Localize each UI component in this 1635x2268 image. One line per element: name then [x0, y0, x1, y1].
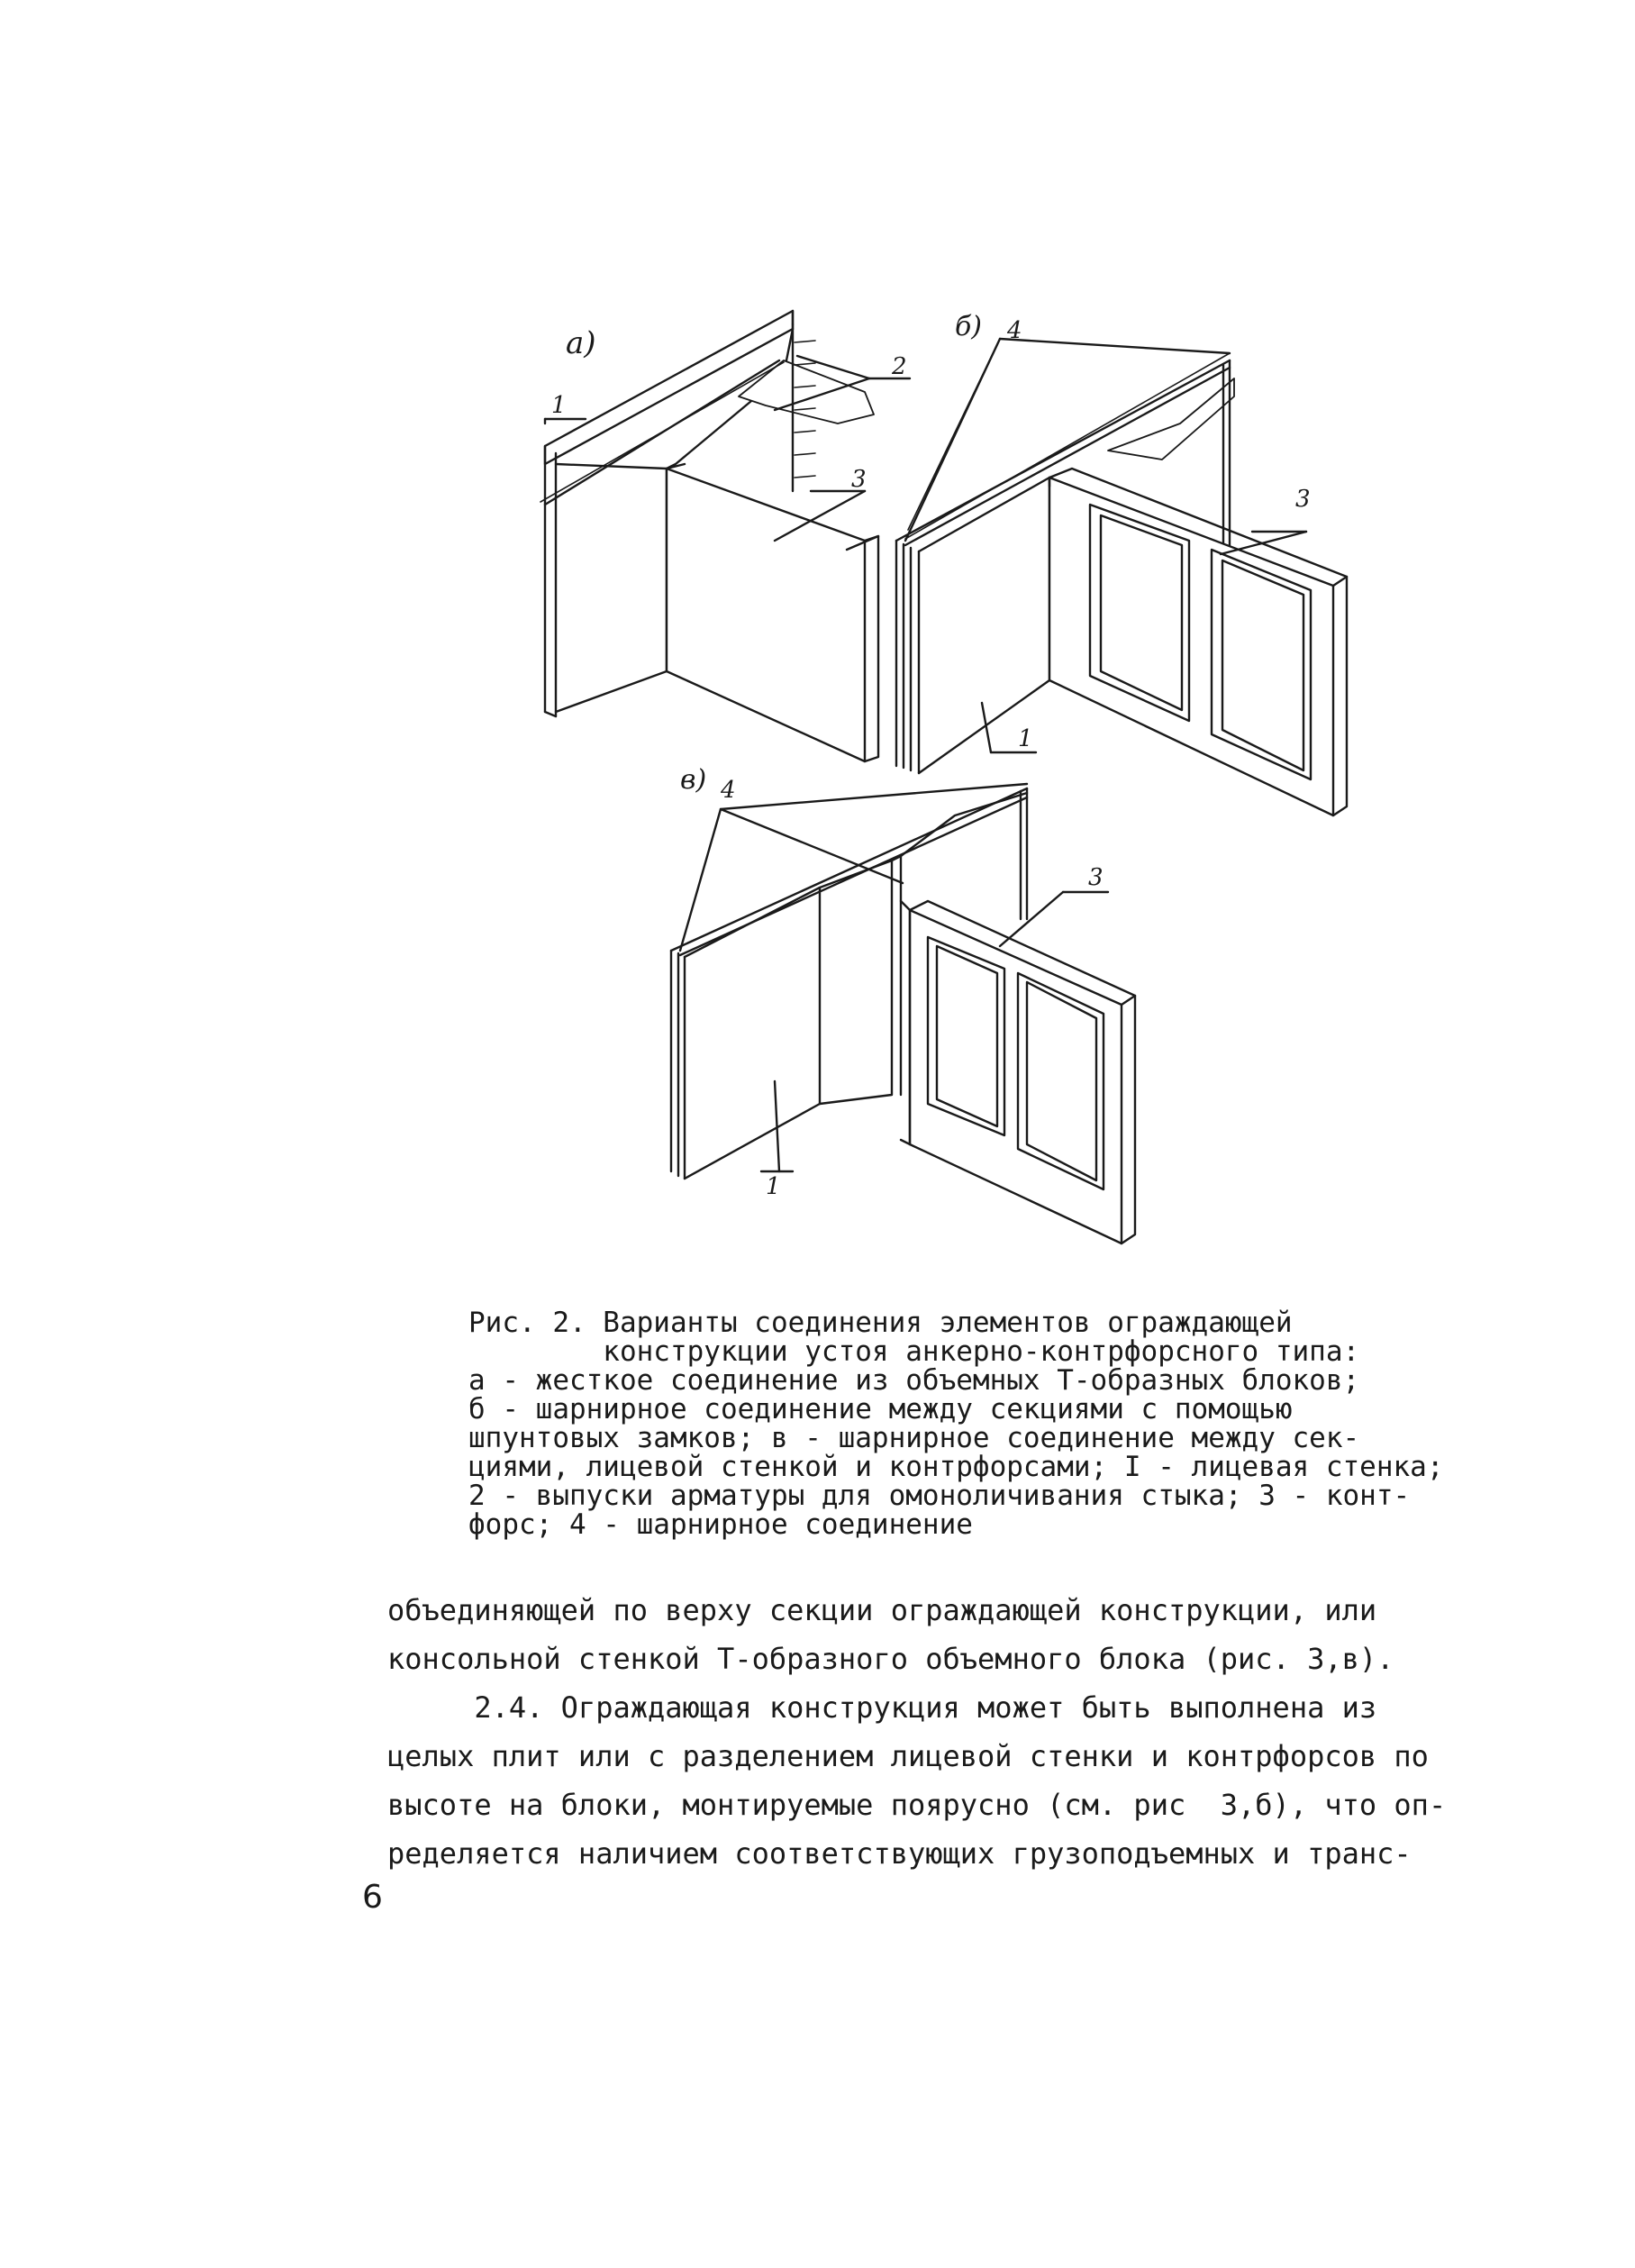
- body-line: целых плит или с разделением лицевой стенки и контрфорсов по: [387, 1739, 1429, 1773]
- caption-line: Рис. 2. Варианты соединения элементов ограждающей: [468, 1307, 1293, 1339]
- page-number: 6: [362, 1879, 383, 1916]
- panel-a-drawing: [540, 311, 910, 761]
- body-line: консольной стенкой Т-образного объемного блока (рис. 3,в).: [387, 1642, 1394, 1676]
- panel-b-letter: б): [955, 311, 983, 342]
- panel-v-letter: в): [680, 764, 707, 796]
- panel-v-label-1: 1: [766, 1173, 781, 1200]
- body-line: ределяется наличием соответствующих грузоподъемных и транс-: [387, 1836, 1412, 1871]
- body-line: 2.4. Ограждающая конструкция может быть выполнена из: [387, 1690, 1377, 1725]
- panel-v-drawing: [671, 784, 1135, 1243]
- panel-a-label-1: 1: [551, 392, 567, 419]
- caption-line: циями, лицевой стенкой и контрфорсами; I - лицевая стенка;: [468, 1451, 1444, 1483]
- caption-line: форс; 4 - шарнирное соединение: [468, 1508, 973, 1541]
- body-line: объединяющей по верху секции ограждающей конструкции, или: [387, 1593, 1377, 1627]
- panel-a-label-3: 3: [851, 466, 867, 493]
- panel-a-letter: а): [566, 325, 596, 361]
- figure-caption: [468, 1308, 1477, 1539]
- panel-b-label-3: 3: [1295, 486, 1311, 513]
- panel-b-drawing: [896, 339, 1347, 815]
- caption-line: конструкции устоя анкерно-контрфорсного типа:: [468, 1335, 1360, 1368]
- caption-line: а - жесткое соединение из объемных Т-образных блоков;: [468, 1364, 1360, 1397]
- panel-a-label-2: 2: [892, 353, 907, 380]
- caption-line: 2 - выпуски арматуры для омоноличивания стыка; 3 - конт-: [468, 1480, 1411, 1512]
- panel-v-label-3: 3: [1088, 864, 1104, 891]
- panel-b-label-1: 1: [1018, 725, 1033, 752]
- panel-b-label-4: 4: [1007, 317, 1022, 344]
- caption-line: б - шарнирное соединение между секциями с помощью: [468, 1393, 1293, 1425]
- body-paragraph: [387, 1586, 1522, 1878]
- panel-v-label-4: 4: [721, 777, 736, 804]
- caption-line: шпунтовых замков; в - шарнирное соединение между сек-: [468, 1422, 1360, 1454]
- body-line: высоте на блоки, монтируемые поярусно (см. рис 3,б), что оп-: [387, 1788, 1447, 1822]
